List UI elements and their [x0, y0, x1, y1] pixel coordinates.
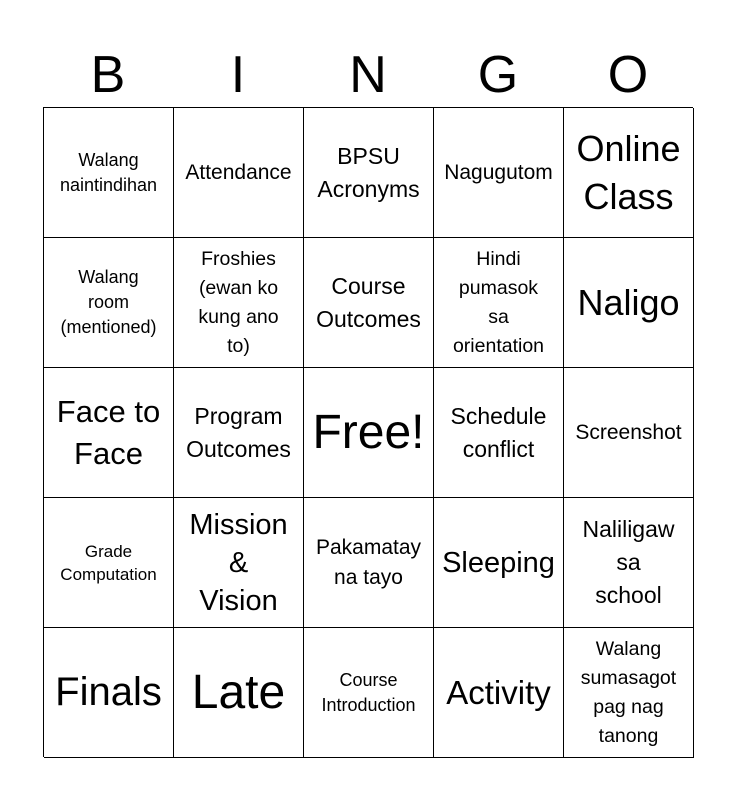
- bingo-cell[interactable]: [44, 238, 174, 368]
- bingo-cell[interactable]: [44, 368, 174, 498]
- cell-text: Face to Face: [56, 393, 161, 471]
- bingo-cell[interactable]: [174, 498, 304, 628]
- cell-text: Hindi pumasok sa orientation: [452, 247, 545, 357]
- bingo-cell[interactable]: [174, 628, 304, 758]
- bingo-board: [43, 107, 693, 757]
- bingo-cell[interactable]: [44, 108, 174, 238]
- bingo-cell[interactable]: [44, 498, 174, 628]
- cell-text: Screenshot: [575, 420, 682, 444]
- cell-text: Sleeping: [442, 546, 555, 579]
- cell-text: Schedule conflict: [450, 402, 547, 462]
- cell-text: Grade Computation: [60, 541, 157, 584]
- bingo-cell[interactable]: [304, 628, 434, 758]
- cell-text: Late: [191, 666, 286, 719]
- cell-text: Program Outcomes: [186, 402, 291, 462]
- cell-text: Attendance: [185, 160, 292, 184]
- bingo-cell[interactable]: [434, 108, 564, 238]
- bingo-cell[interactable]: [174, 108, 304, 238]
- cell-text: Activity: [446, 673, 551, 711]
- free-space-text: Free!: [312, 406, 425, 459]
- free-space-cell[interactable]: [304, 368, 434, 498]
- header-letter-g: G: [477, 46, 519, 104]
- header-letter-o: O: [607, 46, 649, 104]
- header-letter-n: N: [349, 46, 387, 104]
- cell-text: Walang room (mentioned): [60, 267, 157, 337]
- header-letter-b: B: [90, 46, 126, 104]
- cell-text: BPSU Acronyms: [317, 142, 420, 202]
- bingo-cell[interactable]: [304, 108, 434, 238]
- bingo-cell[interactable]: [304, 498, 434, 628]
- bingo-cell[interactable]: [434, 498, 564, 628]
- cell-text: Walang sumasagot pag nag tanong: [580, 637, 677, 747]
- bingo-cell[interactable]: [174, 368, 304, 498]
- cell-text: Course Introduction: [321, 669, 416, 715]
- cell-text: Finals: [55, 670, 162, 714]
- cell-text: Pakamatay na tayo: [315, 535, 422, 589]
- bingo-cell[interactable]: [44, 628, 174, 758]
- cell-text: Mission & Vision: [189, 508, 288, 617]
- bingo-cell[interactable]: [434, 368, 564, 498]
- bingo-header: [43, 44, 693, 106]
- bingo-cell[interactable]: [434, 238, 564, 368]
- cell-text: Nagugutom: [444, 160, 553, 184]
- cell-text: Naligo: [577, 281, 680, 323]
- bingo-cell[interactable]: [564, 628, 694, 758]
- bingo-cell[interactable]: [564, 368, 694, 498]
- cell-text: Naliligaw sa school: [582, 516, 675, 608]
- bingo-cell[interactable]: [434, 628, 564, 758]
- cell-text: Course Outcomes: [316, 272, 421, 332]
- cell-text: Walang naintindihan: [59, 149, 158, 195]
- bingo-cell[interactable]: [564, 238, 694, 368]
- cell-text: Online Class: [576, 127, 681, 217]
- bingo-cell[interactable]: [564, 108, 694, 238]
- cell-text: Froshies (ewan ko kung ano to): [198, 247, 279, 357]
- header-letter-i: I: [230, 46, 246, 104]
- bingo-cell[interactable]: [174, 238, 304, 368]
- bingo-cell[interactable]: [564, 498, 694, 628]
- bingo-cell[interactable]: [304, 238, 434, 368]
